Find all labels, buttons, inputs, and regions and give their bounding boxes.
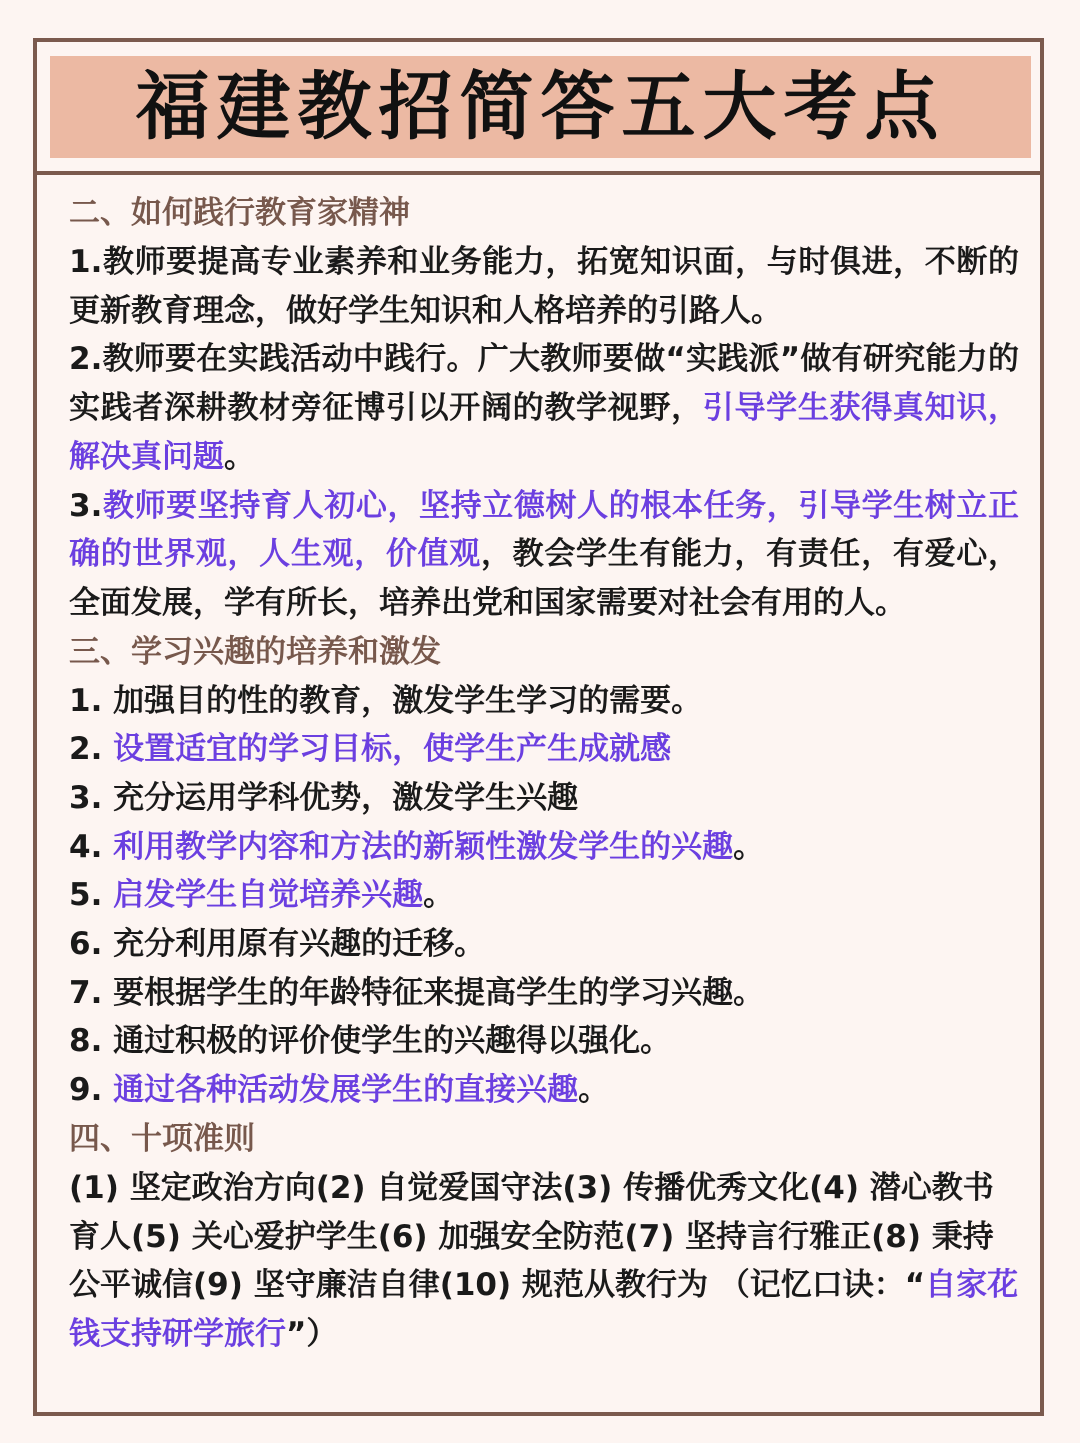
text-segment: 3. 充分运用学科优势，激发学生兴趣 <box>69 780 579 816</box>
point-1 <box>69 238 1019 335</box>
text-segment: 3. <box>69 487 103 524</box>
highlight-segment: 引导学生获得真知识，解决真问题 <box>69 390 1020 475</box>
text-segment: 9. <box>69 1072 114 1109</box>
highlight-segment: 自家花钱支持研学旅行 <box>69 1267 1019 1352</box>
rules-paragraph <box>69 1164 1019 1359</box>
highlight-segment: 启发学生自觉培养兴趣 <box>113 877 424 914</box>
content-card <box>33 38 1044 1416</box>
text-segment: 。 <box>578 1072 610 1109</box>
text-segment: 6. 充分利用原有兴趣的迁移。 <box>69 926 486 963</box>
list-item <box>69 1066 1019 1115</box>
text-segment: 。 <box>423 877 455 914</box>
highlight-segment: 教师要坚持育人初心，坚持立德树人的根本任务，引导学生树立正确的世界观，人生观，价值观 <box>69 487 1019 573</box>
text-segment: 5. <box>69 877 114 914</box>
point-3 <box>69 482 1019 628</box>
page-title: 福建教招简答五大考点 <box>135 64 946 150</box>
text-segment: 1. 加强目的性的教育，激发学生学习的需要。 <box>69 682 703 719</box>
text-segment: 。 <box>224 438 255 475</box>
content-body <box>69 189 1019 1359</box>
section-ten-rules <box>69 1115 1019 1359</box>
list-item <box>69 774 1019 823</box>
highlight-segment: 通过各种活动发展学生的直接兴趣 <box>113 1072 579 1109</box>
section-heading: 四、十项准则 <box>69 1120 255 1157</box>
text-segment: 2. <box>69 731 114 768</box>
text-segment: 1.教师要提高专业素养和业务能力，拓宽知识面，与时俱进，不断的更新教育理念，做好学生知识和人格培养的引路人。 <box>69 244 1019 329</box>
list-item <box>69 920 1019 969</box>
text-segment: 2.教师要在实践活动中践行。广大教师要做“实践派”做有研究能力的实践者深耕教材旁征博引以开阔的教学视野， <box>69 341 1019 427</box>
title-banner <box>50 56 1031 158</box>
list-item <box>69 677 1019 726</box>
text-segment: ”） <box>286 1315 338 1352</box>
section-heading: 二、如何践行教育家精神 <box>69 195 410 231</box>
highlight-segment: 利用教学内容和方法的新颖性激发学生的兴趣 <box>113 828 734 865</box>
point-2 <box>69 335 1019 481</box>
text-segment: 8. 通过积极的评价使学生的兴趣得以强化。 <box>69 1023 672 1060</box>
highlight-segment: 设置适宜的学习目标，使学生产生成就感 <box>113 731 672 768</box>
list-item <box>69 969 1019 1018</box>
list-item <box>69 1017 1019 1066</box>
section-heading: 三、学习兴趣的培养和激发 <box>69 633 441 670</box>
list-item <box>69 725 1019 774</box>
list-item <box>69 823 1019 872</box>
section-learning-interest <box>69 628 1019 1115</box>
section-education-spirit <box>69 189 1019 628</box>
text-segment: 。 <box>733 828 765 865</box>
text-segment: ，教会学生有能力，有责任，有爱心，全面发展，学有所长，培养出党和国家需要对社会有用的人。 <box>69 536 1020 621</box>
title-area <box>37 42 1040 175</box>
text-segment: 4. <box>69 828 114 865</box>
text-segment: (1) 坚定政治方向(2) 自觉爱国守法(3) 传播优秀文化(4) 潜心教书育人(5) 关心爱护学生(6) 加强安全防范(7) 坚持言行雅正(8) 秉持公平诚信(9) 坚守廉洁自律(10) 规范从教行为 （记忆口诀：“ <box>69 1169 994 1304</box>
list-item <box>69 871 1019 920</box>
text-segment: 7. 要根据学生的年龄特征来提高学生的学习兴趣。 <box>69 974 765 1011</box>
